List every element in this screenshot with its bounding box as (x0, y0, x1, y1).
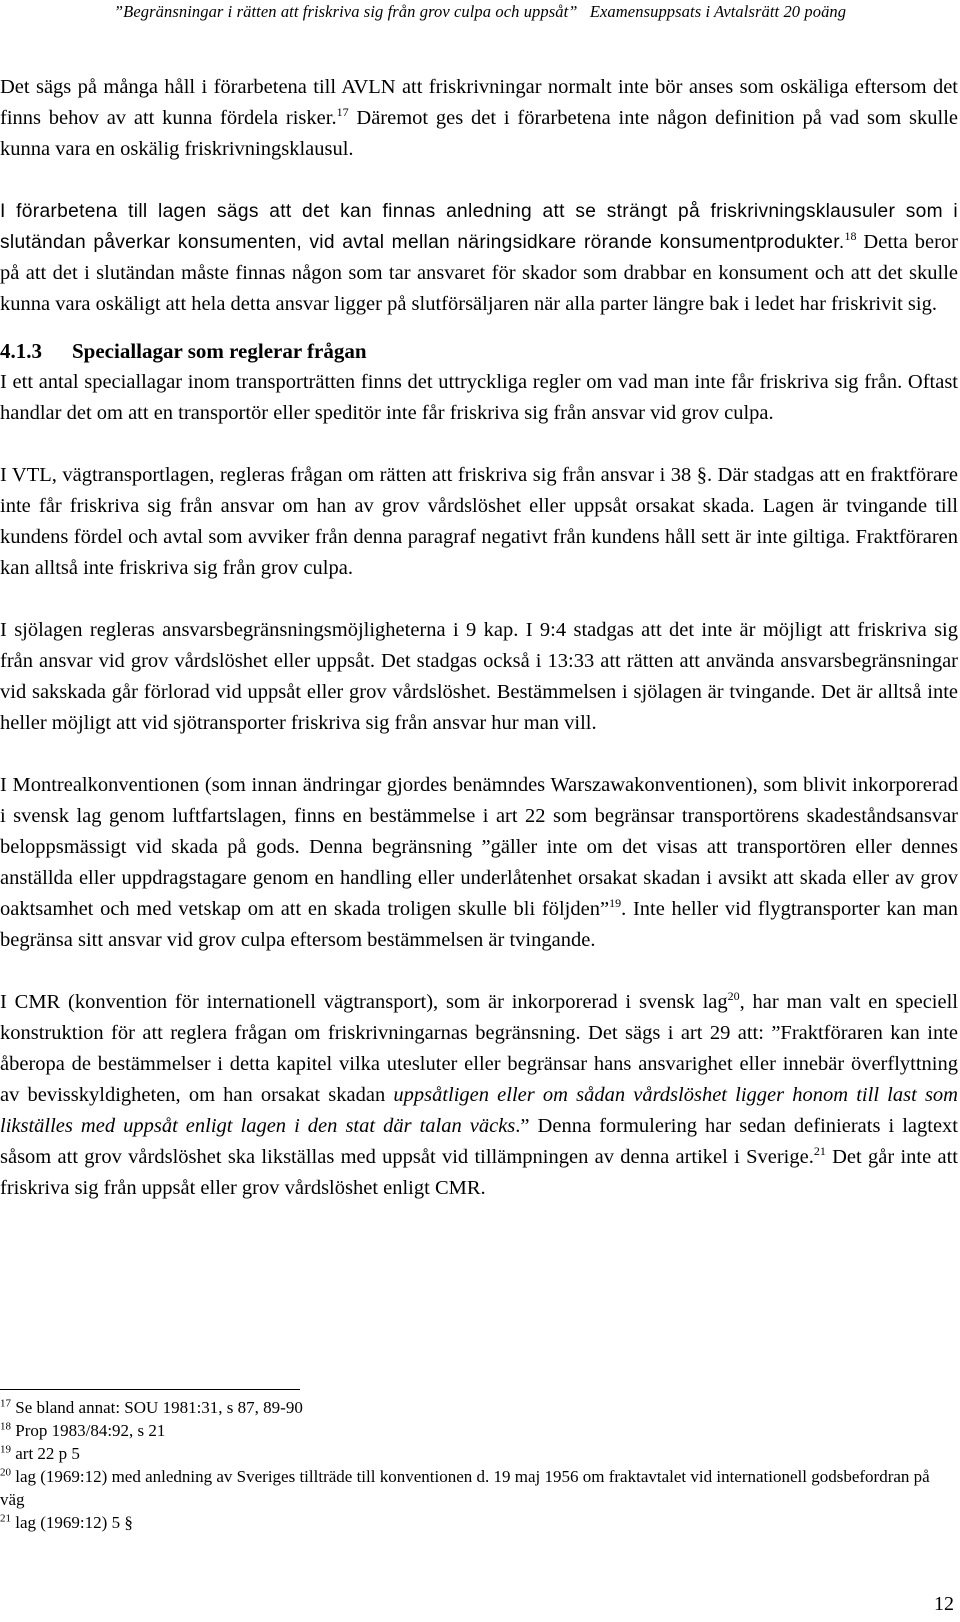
footnote-20: $^{20}$ lag (1969:12) med anledning av Sveriges tillträde till konventionen d. 19 maj 1956 om fraktavtalet vid internationell godsbefordran på väg (0, 1466, 930, 1509)
footnote-ref-18[interactable]: 18 (844, 229, 857, 244)
running-header (0, 2, 960, 22)
footnote-ref-17[interactable]: 17 (336, 105, 349, 120)
section-heading (0, 336, 958, 367)
footnote-18: $^{18}$ Prop 1983/84:92, s 21 (0, 1420, 166, 1440)
footnotes-section (0, 1389, 958, 1534)
paragraph-1: Det sägs på många håll i förarbetena till AVLN att friskrivningar normalt inte bör anses som oskäliga eftersom det finns behov av att kunna fördela risker.$^{17}$ Däremot ges det i förarbetena inte någon definition på vad som skulle kunna vara en oskälig friskrivningsklausul. (0, 76, 958, 160)
document-body (0, 72, 958, 1204)
footnote-ref-19[interactable]: 19 (609, 896, 622, 911)
quoted-italic-text: uppsåtligen eller om sådan vårdslöshet ligger honom till last som likställes med uppsåt enligt lagen i den stat där talan väcks (0, 1084, 958, 1137)
section-number: 4.1.3 (0, 339, 42, 363)
footnote-19: $^{19}$ art 22 p 5 (0, 1443, 80, 1463)
page-number: 12 (934, 1593, 954, 1615)
paragraph-3: I ett antal speciallagar inom transporträtten finns det uttryckliga regler om vad man inte får friskriva sig från. Oftast handlar det om att en transportör eller speditör inte får friskriva sig från ansvar vid grov culpa. (0, 371, 958, 424)
paragraph-2: I förarbetena till lagen sägs att det kan finnas anledning att se strängt på friskrivningsklausuler som i slutändan påverkar konsumenten, vid avtal mellan näringsidkare rörande konsumentprodukter.$^{18}$ Detta beror på att det i slutändan måste finnas någon som tar ansvaret för skador som drabbar en konsument och att det skulle kunna vara oskäligt att hela detta ansvar ligger på slutförsäljaren när alla parter längre bak i ledet har friskrivit sig. (0, 201, 958, 315)
paragraph-6: I Montrealkonventionen (som innan ändringar gjordes benämndes Warszawakonventionen), som blivit inkorporerad i svensk lag genom luftfartslagen, finns en bestämmelse i art 22 som begränsar transportörens skadeståndsansvar beloppsmässigt vid skada på gods. Denna begränsning ”gäller inte om det visas att transportören eller dennes anställda eller uppdragstagare genom en handling eller underlåtenhet orsakat skadan i avsikt att skada eller av grov oaktsamhet och med vetskap om att en skada troligen skulle bli följden”$^{19}$. Inte heller vid flygtransporter kan man begränsa sitt ansvar vid grov culpa eftersom bestämmelsen är tvingande. (0, 774, 959, 951)
header-title: ”Begränsningar i rätten att friskriva sig från grov culpa och uppsåt” (113, 2, 578, 21)
paragraph-7: I CMR (konvention för internationell vägtransport), som är inkorporerad i svensk lag$^{20}$, har man valt en speciell konstruktion för att reglera frågan om friskrivningarnas begränsning. Det sägs i art 29 att: ”Fraktföraren kan inte åberopa de bestämmelser i detta kapitel vilka utesluter eller begränsar hans ansvarighet eller innebär överflyttning av bevisskyldigheten, om han orsakat skadan uppsåtligen eller om sådan vårdslöshet ligger honom till last som likställes med uppsåt enligt lagen i den stat där talan väcks.” Denna formulering har sedan definierats i lagtext såsom att grov vårdslöshet ska likställas med uppsåt vid tillämpningen av denna artikel i Sverige.$^{21}$ Det går inte att friskriva sig från uppsåt eller grov vårdslöshet enligt CMR. (0, 989, 958, 1199)
paragraph-5: I sjölagen regleras ansvarsbegränsningsmöjligheterna i 9 kap. I 9:4 stadgas att det inte är möjligt att friskriva sig från ansvar vid grov vårdslöshet eller uppsåt. Det stadgas också i 13:33 att rätten att använda ansvarsbegränsningar vid sakskada går förlorad vid uppsåt eller grov vårdslöshet. Bestämmelsen i sjölagen är tvingande. Det är alltså inte heller möjligt att vid sjötransporter friskriva sig från ansvar hur man vill. (0, 619, 958, 734)
section-title: Speciallagar som reglerar frågan (72, 339, 367, 363)
footnote-separator (0, 1389, 300, 1390)
footnote-ref-20[interactable]: 20 (727, 989, 740, 1004)
paragraph-4: I VTL, vägtransportlagen, regleras frågan om rätten att friskriva sig från ansvar i 38 §. Där stadgas att en fraktförare inte får friskriva sig från ansvar om han av grov vårdslöshet eller uppsåt orsakat skada. Lagen är tvingande till kundens fördel och avtal som avviker från denna paragraf negativt från kundens håll sett är inte giltiga. Fraktföraren kan alltså inte friskriva sig från grov culpa. (0, 464, 958, 579)
footnote-ref-21[interactable]: 21 (813, 1144, 826, 1159)
header-course: Examensuppsats i Avtalsrätt 20 poäng (589, 2, 847, 21)
footnote-21: $^{21}$ lag (1969:12) 5 § (0, 1512, 133, 1532)
footnote-17: $^{17}$ Se bland annat: SOU 1981:31, s 87, 89-90 (0, 1397, 303, 1417)
